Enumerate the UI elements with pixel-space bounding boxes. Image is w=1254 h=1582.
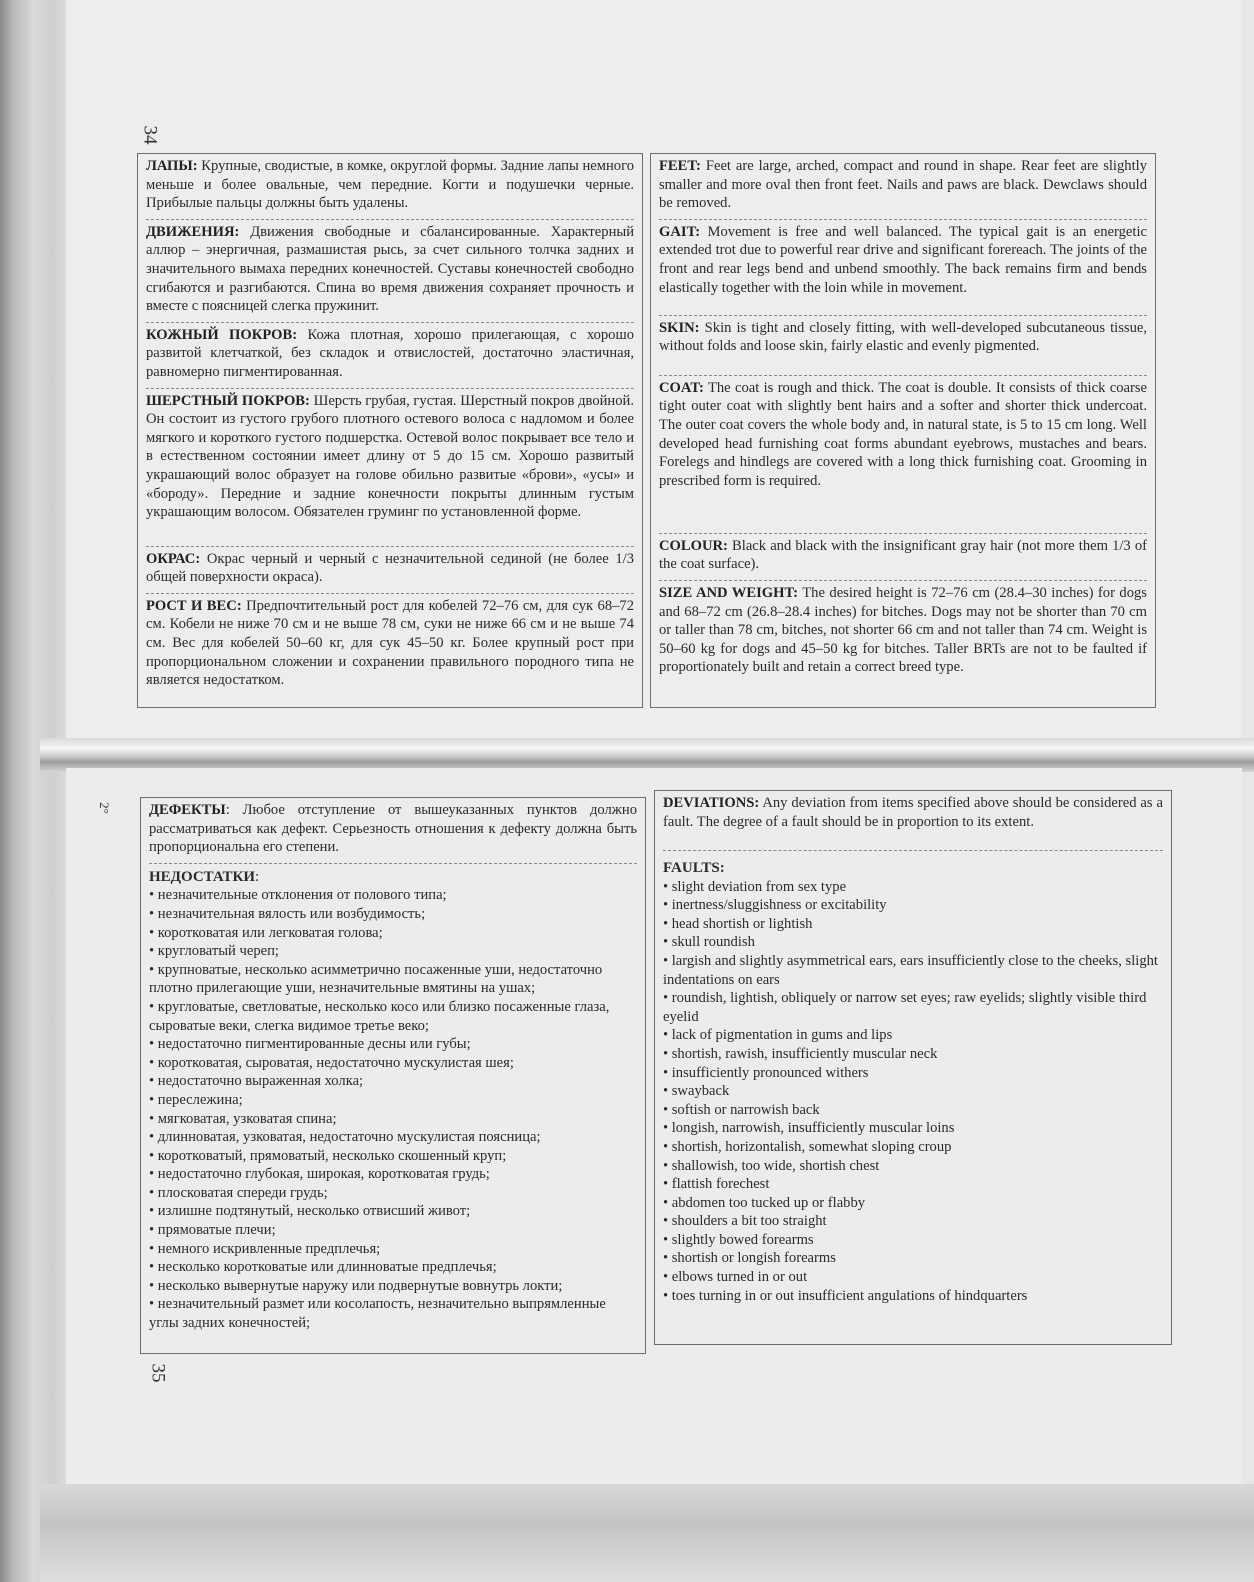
faults-list-en	[663, 859, 1163, 1305]
top-right-column-english	[650, 153, 1156, 708]
section-skin-ru: КОЖНЫЙ ПОКРОВ: Кожа плотная, хорошо прилегающая, с хорошо развитой клетчаткой, без складок и отвислостей, достаточно эластичная, равномерно пигментированная.	[146, 323, 634, 389]
section-feet-ru: ЛАПЫ: Крупные, сводистые, в комке, округлой формы. Задние лапы немного меньше и более овальные, чем передние. Когти и подушечки черные. Прибылые пальцы должны быть удалены.	[146, 154, 634, 220]
fault-item: • largish and slightly asymmetrical ears, ears insufficiently close to the cheeks, slight indentations on ears	[663, 952, 1158, 988]
fault-item: • плосковатая спереди грудь;	[149, 1184, 328, 1201]
fault-item: • незначительный размет или косолапость, незначительно выпрямленные углы задних конечностей;	[149, 1296, 606, 1332]
fault-item: • недостаточно выраженная холка;	[149, 1073, 364, 1090]
fault-item: • shortish, horizontalish, somewhat sloping croup	[663, 1138, 952, 1155]
fault-item: • коротковатая, сыроватая, недостаточно мускулистая шея;	[149, 1054, 514, 1071]
fault-item: • длинноватая, узковатая, недостаточно мускулистая поясница;	[149, 1129, 541, 1146]
fault-item: • slight deviation from sex type	[663, 878, 847, 895]
section-defects-ru: ДЕФЕКТЫ: Любое отступление от вышеуказанных пунктов должно рассматриваться как дефект. Серьезность отношения к дефекту должна быть пропорциональна его степени.	[149, 798, 637, 864]
fault-item: • незначительная вялость или возбудимость;	[149, 905, 426, 922]
fault-item: • коротковатый, прямоватый, несколько скошенный круп;	[149, 1147, 507, 1164]
fault-item: • softish or narrowish back	[663, 1101, 820, 1118]
fault-item: • roundish, lightish, obliquely or narrow set eyes; raw eyelids; slightly visible third eyelid	[663, 990, 1147, 1025]
section-gait-en: GAIT: Movement is free and well balanced. The typical gait is an energetic extended trot due to powerful rear drive and significant forereach. The joints of the front and rear legs bend and unbend smoothly. The back remains firm and bends elastically together with the loin while in movement.	[659, 220, 1147, 316]
fault-item: • toes turning in or out insufficient angulations of hindquarters	[663, 1287, 1028, 1304]
fault-item: • head shortish or lightish	[663, 915, 813, 932]
faults-items-ru	[149, 886, 637, 1332]
fault-item: • flattish forechest	[663, 1176, 770, 1193]
fault-item: • прямоватые плечи;	[149, 1222, 276, 1239]
fault-item: • insufficiently pronounced withers	[663, 1064, 869, 1081]
fault-item: • недостаточно пигментированные десны или губы;	[149, 1036, 471, 1053]
bottom-left-column-russian	[140, 797, 646, 1354]
fault-item: • longish, narrowish, insufficiently muscular loins	[663, 1120, 955, 1137]
section-size-weight-en: SIZE AND WEIGHT: The desired height is 72–76 cm (28.4–30 inches) for dogs and 68–72 cm (26.8–28.4 inches) for bitches. Dogs may not be shorter than 70 cm or taller than 78 cm, bitches, not shorter 66 cm and not taller than 74 cm. Weight is 50–60 kg for dogs and 45–50 kg for bitches. Taller BRTs are not to be faulted if proportionately built and retain a correct breed type.	[659, 584, 1147, 676]
fault-item: • slightly bowed forearms	[663, 1231, 814, 1248]
top-left-column-russian	[137, 153, 643, 708]
faults-items-en	[663, 878, 1163, 1306]
page-mark-small: 2°	[96, 802, 112, 814]
fault-item: • недостаточно глубокая, широкая, коротковатая грудь;	[149, 1166, 490, 1183]
section-deviations-en: DEVIATIONS: Any deviation from items specified above should be considered as a fault. The degree of a fault should be in proportion to its extent.	[663, 791, 1163, 851]
section-coat-en: COAT: The coat is rough and thick. The coat is double. It consists of thick coarse tight outer coat with slightly bent hairs and a softer and shorter thick undercoat. The outer coat covers the whole body and, in natural state, is 5 to 15 cm long. Well developed head furnishing coat forms abundant eyebrows, mustaches and bears. Forelegs and hindlegs are covered with a long thick furnishing coat. Grooming in prescribed form is required.	[659, 376, 1147, 534]
faults-list-ru: НЕДОСТАТКИ: • незначительные отклонения от полового типа; • незначительная вялость или возбудимость; • коротковатая или легковатая голова; • кругловатый череп; • крупноватые, несколько асимметрично посаженные уши, недостаточно плотно прилегающие уши, незначительные вмятины на ушах; • кругловатые, светловатые, несколько косо или близко посаженные глаза, сыроватые веки, слегка видимое третье веко; • недостаточно пигментированные десны или губы; • коротковатая, сыроватая, недостаточно мускулистая шея; • недостаточно выраженная холка; • переслежина; • мягковатая, узковатая спина; • длинноватая, узковатая, недостаточно мускулистая поясница; • коротковатый, прямоватый, несколько скошенный круп; • недостаточно глубокая, широкая, коротковатая грудь; • плосковатая спереди грудь; • излишне подтянутый, несколько отвисший живот; • прямоватые плечи; • немного искривленные предплечья; • несколько коротковатые или длинноватые предплечья; • несколько вывернутые наружу или подвернутые вовнутрь локти; • незначительный размет или косолапость, незначительно выпрямленные углы задних конечностей;	[149, 868, 637, 1333]
page-bottom-edge	[40, 1484, 1254, 1582]
fault-item: • shallowish, too wide, shortish chest	[663, 1157, 880, 1174]
fault-item: • swayback	[663, 1083, 730, 1100]
fault-item: • abdomen too tucked up or flabby	[663, 1194, 866, 1211]
fault-item: • мягковатая, узковатая спина;	[149, 1110, 337, 1127]
faults-heading-en: FAULTS:	[663, 860, 725, 876]
fault-item: • shortish, rawish, insufficiently muscular neck	[663, 1045, 938, 1062]
bottom-right-column-english	[654, 790, 1172, 1345]
fault-item: • коротковатая или легковатая голова;	[149, 924, 383, 941]
fault-item: • кругловатые, светловатые, несколько косо или близко посаженные глаза, сыроватые веки, слегка видимое третье веко;	[149, 998, 610, 1034]
fault-item: • lack of pigmentation in gums and lips	[663, 1027, 893, 1044]
fault-item: • немного искривленные предплечья;	[149, 1240, 381, 1257]
page-number-top: 34	[139, 125, 161, 145]
fault-item: • незначительные отклонения от полового типа;	[149, 887, 447, 904]
section-coat-ru: ШЕРСТНЫЙ ПОКРОВ: Шерсть грубая, густая. Шерстный покров двойной. Он состоит из густого грубого плотного остевого волоса с надломом и более мягкого и короткого густого подшерстка. Остевой волос покрывает все тело и в естественном состоянии имеет длину от 5 до 15 см. Хорошо развитый украшающий волос образует на голове обильно развитые «брови», «усы» и «бороду». Передние и задние конечности покрыты длинным густым украшающим волосом. Обязателен груминг по установленной форме.	[146, 389, 634, 547]
fault-item: • skull roundish	[663, 934, 755, 951]
fault-item: • shoulders a bit too straight	[663, 1213, 827, 1230]
section-size-weight-ru: РОСТ И ВЕС: Предпочтительный рост для кобелей 72–76 см, для сук 68–72 см. Кобели не ниже 70 см и не выше 78 см, суки не ниже 66 см и не выше 74 см. Вес для кобелей 50–60 кг, для сук 45–50 кг. Более крупный рост при пропорциональном сложении и сохранении правильного породного типа не является недостатком.	[146, 597, 635, 689]
fault-item: • несколько коротковатые или длинноватые предплечья;	[149, 1259, 497, 1276]
book-binding-shadow	[0, 0, 74, 1582]
fault-item: • inertness/sluggishness or excitability	[663, 897, 887, 914]
section-colour-en: COLOUR: Black and black with the insignificant gray hair (not more them 1/3 of the coat surface).	[659, 534, 1147, 581]
fault-item: • несколько вывернутые наружу или подвернутые вовнутрь локти;	[149, 1277, 563, 1294]
page-fold	[40, 738, 1254, 772]
section-gait-ru: ДВИЖЕНИЯ: Движения свободные и сбалансированные. Характерный аллюр – энергичная, размашистая рысь, за счет сильного толчка задних и значительного вымаха передних конечностей. Суставы конечностей свободно сгибаются и разгибаются. Спина во время движения сохраняет прочность и вместе с поясницей слегка пружинит.	[146, 220, 634, 323]
fault-item: • переслежина;	[149, 1091, 243, 1108]
section-skin-en: SKIN: Skin is tight and closely fitting, with well-developed subcutaneous tissue, without folds and loose skin, fairly elastic and evenly pigmented.	[659, 316, 1147, 376]
fault-item: • крупноватые, несколько асимметрично посаженные уши, недостаточно плотно прилегающие уши, незначительные вмятины на ушах;	[149, 961, 603, 997]
section-feet-en: FEET: Feet are large, arched, compact and round in shape. Rear feet are slightly smaller and more oval then front feet. Nails and paws are black. Dewclaws should be removed.	[659, 154, 1147, 220]
fault-item: • кругловатый череп;	[149, 943, 279, 960]
fault-item: • elbows turned in or out	[663, 1269, 808, 1286]
fault-item: • shortish or longish forearms	[663, 1250, 836, 1267]
section-colour-ru: ОКРАС: Окрас черный и черный с незначительной сединой (не более 1/3 общей поверхности окраса).	[146, 547, 634, 594]
fault-item: • излишне подтянутый, несколько отвисший живот;	[149, 1203, 471, 1220]
page-number-bottom: 35	[147, 1363, 169, 1383]
